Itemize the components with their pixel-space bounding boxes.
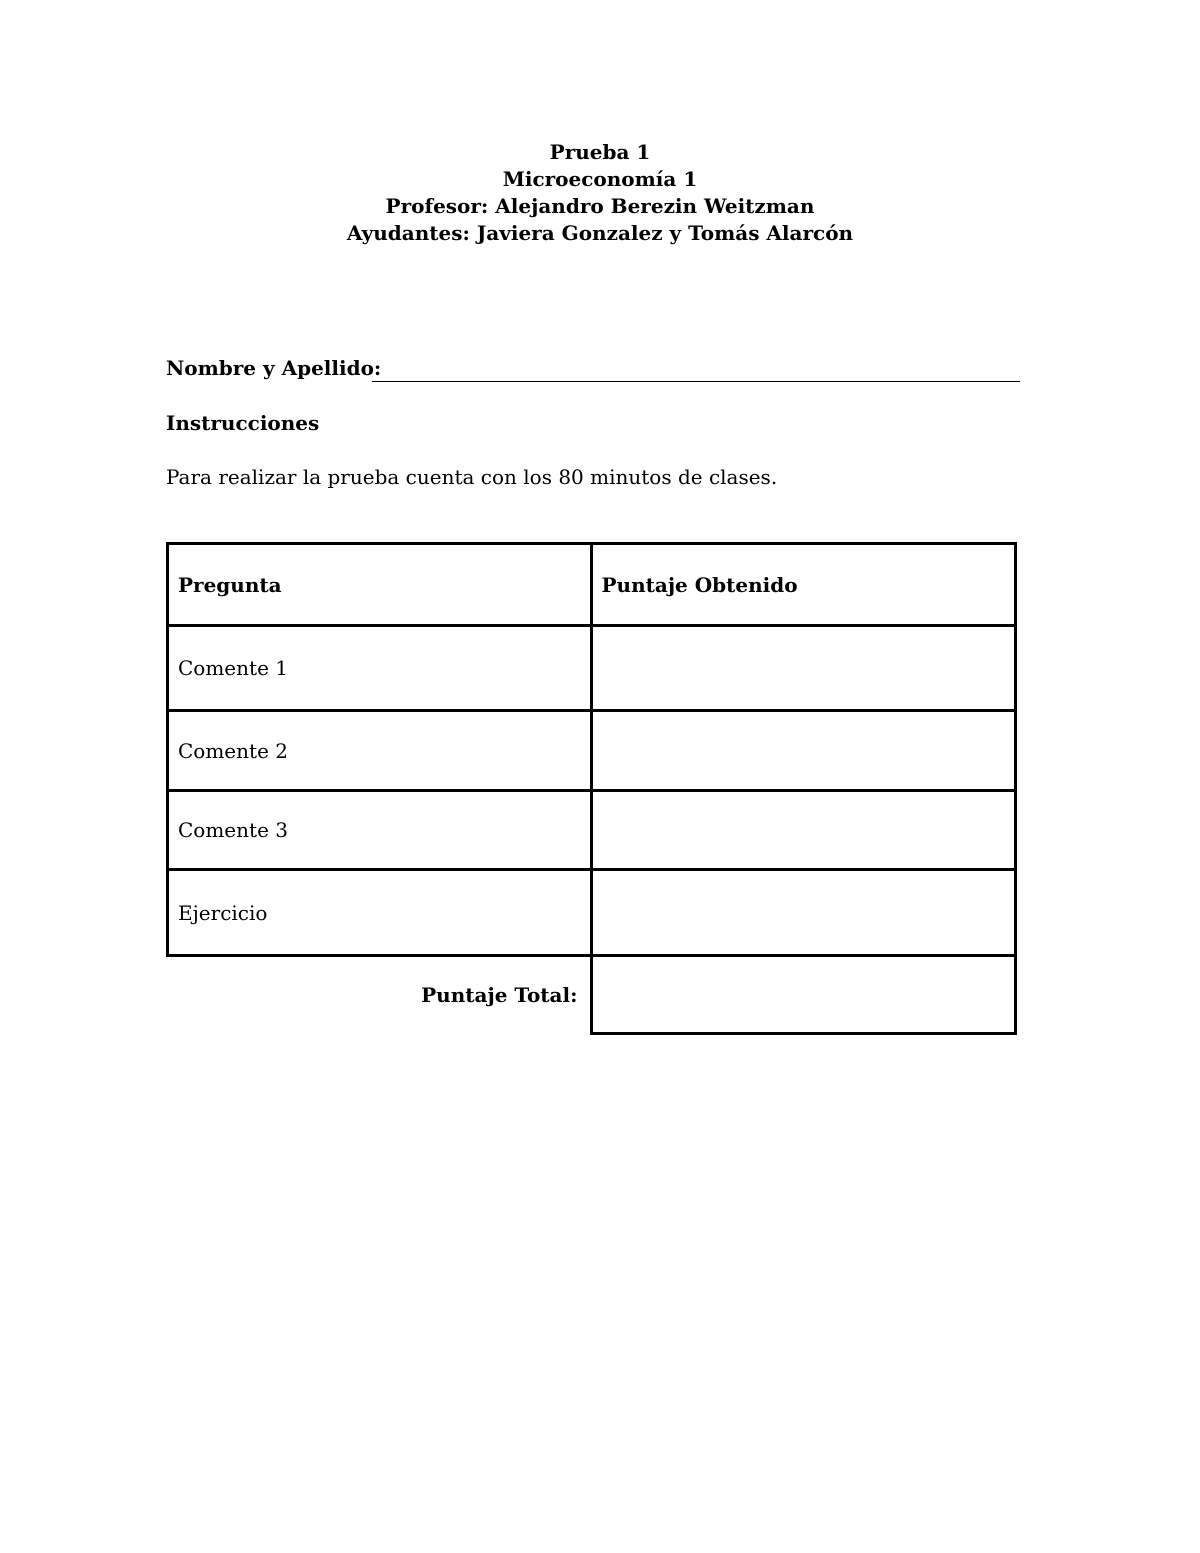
- table-row: [168, 711, 1016, 791]
- instructions-heading: Instrucciones: [166, 411, 320, 435]
- name-field-label: Nombre y Apellido:: [166, 356, 382, 380]
- score-table: [166, 542, 1017, 1035]
- score-cell[interactable]: [591, 870, 1016, 956]
- question-cell: Comente 2: [168, 711, 592, 791]
- score-cell[interactable]: [591, 791, 1016, 870]
- total-label: Puntaje Total:: [168, 956, 592, 1034]
- professor-line: Profesor: Alejandro Berezin Weitzman: [385, 194, 815, 218]
- score-cell[interactable]: [591, 711, 1016, 791]
- name-field-row: [166, 356, 1020, 384]
- column-header-question: Pregunta: [168, 544, 592, 626]
- course-name: Microeconomía 1: [502, 167, 698, 191]
- question-cell: Comente 3: [168, 791, 592, 870]
- total-score-cell[interactable]: [591, 956, 1016, 1034]
- document-header: [0, 139, 1200, 247]
- table-row: [168, 791, 1016, 870]
- column-header-score: Puntaje Obtenido: [591, 544, 1016, 626]
- table-header-row: [168, 544, 1016, 626]
- assistants-line: Ayudantes: Javiera Gonzalez y Tomás Alarcón: [346, 221, 854, 245]
- exam-title: Prueba 1: [549, 140, 651, 164]
- score-cell[interactable]: [591, 626, 1016, 711]
- question-cell: Ejercicio: [168, 870, 592, 956]
- table-row: [168, 870, 1016, 956]
- instructions-text: Para realizar la prueba cuenta con los 80 minutos de clases.: [166, 465, 778, 489]
- name-field-blank-line[interactable]: [372, 381, 1020, 382]
- total-row: [168, 956, 1016, 1034]
- question-cell: Comente 1: [168, 626, 592, 711]
- table-row: [168, 626, 1016, 711]
